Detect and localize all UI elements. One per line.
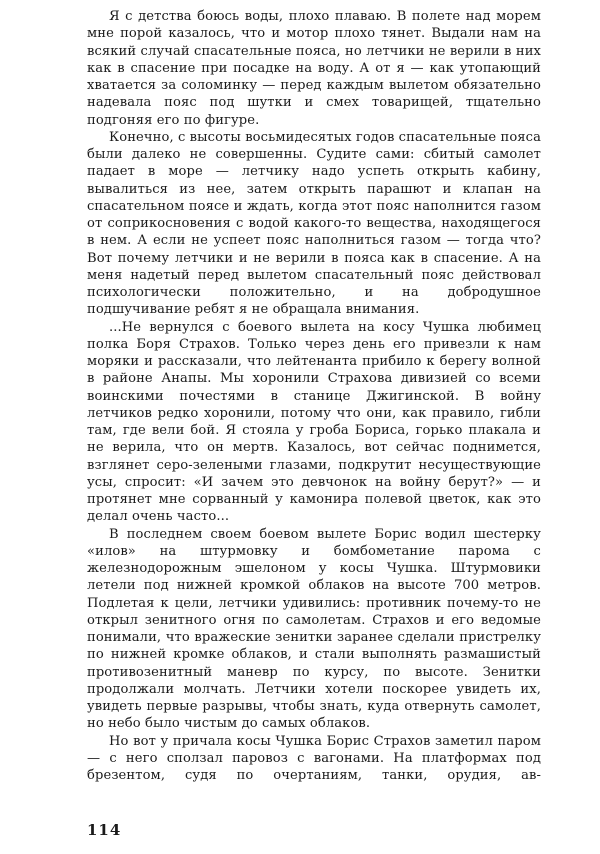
paragraph-5: Но вот у причала косы Чушка Борис Страхов заметил паром — с него сползал паровоз с вагонами. На платформах под брезентом, судя по очертаниям, танки, орудия, ав- bbox=[87, 733, 541, 783]
page-number: 114 bbox=[87, 821, 122, 839]
paragraph-4: В последнем своем боевом вылете Борис водил шестерку «илов» на штурмовку и бомбометание парома с железнодорожным эшелоном у косы Чушка. Штурмовики летели под нижней кромкой облаков на высоте 700 метров. Подлетая к цели, летчики удивились: противник почему-то не открыл зенитного огня по самолетам. Страхов и его ведомые понимали, что вражеские зенитки заранее сделали пристрелку по нижней кромке облаков, и стали выполнять размашистый противозенитный маневр по курсу, по высоте. Зенитки продолжали молчать. Летчики хотели поскорее увидеть их, увидеть первые разрывы, чтобы знать, куда отвернуть самолет, но небо было чистым до самых облаков. bbox=[87, 526, 541, 732]
paragraph-2: Конечно, с высоты восьмидесятых годов спасательные пояса были далеко не совершенны. Судите сами: сбитый самолет падает в море — летчику надо успеть открыть кабину, вывалиться из нее, затем открыть парашют и клапан на спасательном поясе и ждать, когда этот пояс наполнится газом от соприкосновения с водой какого-то вещества, находящегося в нем. А если не успеет пояс наполниться газом — тогда что? Вот почему летчики и не верили в пояса как в спасение. А на меня надетый перед вылетом спасательный пояс действовал психологически положительно, и на добродушное подшучивание ребят я не обращала внимания. bbox=[87, 129, 541, 318]
page-body bbox=[87, 8, 541, 784]
paragraph-3: ...Не вернулся с боевого вылета на косу Чушка любимец полка Боря Страхов. Только через день его привезли к нам моряки и рассказали, что лейтенанта прибило к берегу волной в районе Анапы. Мы хоронили Страхова дивизией со всеми воинскими почестями в станице Джигинской. В войну летчиков редко хоронили, потому что они, как правило, гибли там, где вели бой. Я стояла у гроба Бориса, горько плакала и не верила, что он мертв. Казалось, вот сейчас поднимется, взглянет серо-зелеными глазами, подкрутит несуществующие усы, спросит: «И зачем это девчонок на войну берут?» — и протянет мне сорванный у камонира полевой цветок, как это делал очень часто... bbox=[87, 319, 541, 525]
paragraph-1: Я с детства боюсь воды, плохо плаваю. В полете над морем мне порой казалось, что и мотор плохо тянет. Выдали нам на всякий случай спасательные пояса, но летчики не верили в них как в спасение при посадке на воду. А от я — как утопающий хватается за соломинку — перед каждым вылетом обязательно надевала пояс под шутки и смех товарищей, тщательно подгоняя его по фигуре. bbox=[87, 9, 541, 128]
